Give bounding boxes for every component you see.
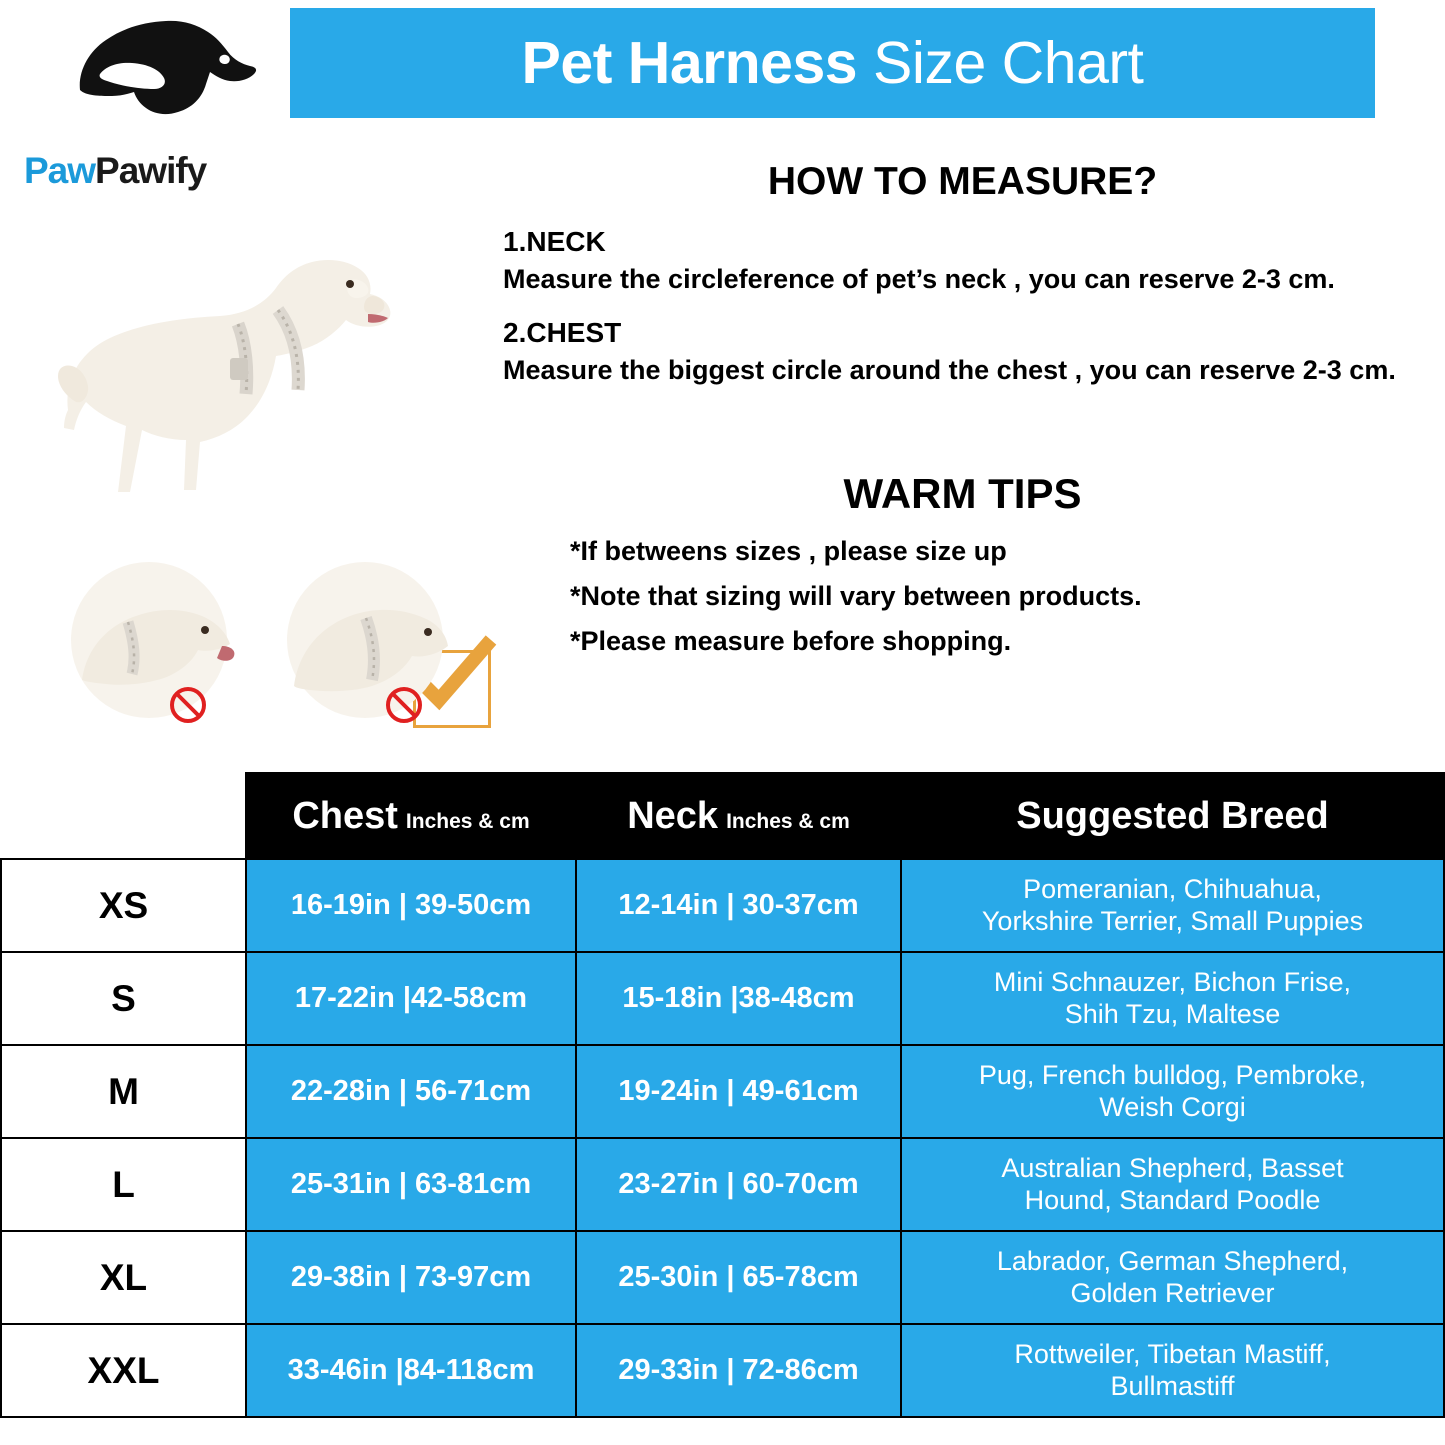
size-chart-table: [0, 772, 1445, 1418]
logo-text-dark: Pawify: [95, 150, 207, 191]
size-table-wrapper: [0, 772, 1445, 1418]
table-row: [1, 1138, 1444, 1231]
measure-item-1-body: Measure the circleference of pet’s neck , you can reserve 2-3 cm.: [503, 264, 1335, 294]
header-neck-label: Neck: [627, 794, 719, 837]
row-neck-s: 15-18in |38-48cm: [576, 952, 901, 1045]
row-breed-l: [901, 1138, 1444, 1231]
header-banner: [290, 8, 1375, 118]
header-chest-units: Inches & cm: [405, 809, 530, 833]
measure-item-2-body: Measure the biggest circle around the chest , you can reserve 2-3 cm.: [503, 355, 1396, 385]
row-breed-xs: [901, 859, 1444, 952]
row-breed-s-line1: Mini Schnauzer, Bichon Frise,: [993, 967, 1352, 998]
row-neck-xs: 12-14in | 30-37cm: [576, 859, 901, 952]
row-breed-xl-line1: Labrador, German Shepherd,: [996, 1246, 1349, 1277]
row-breed-xxl: [901, 1324, 1444, 1417]
dog-head-icon: [70, 12, 260, 127]
brand-logo: [10, 10, 285, 190]
header-neck: [576, 773, 901, 859]
table-header-row: [1, 773, 1444, 859]
measure-item-2-title: 2.CHEST: [503, 317, 622, 348]
dog-neck-closeup-photo: [62, 560, 237, 720]
row-size-m: M: [1, 1045, 246, 1138]
how-to-measure-heading: HOW TO MEASURE?: [767, 160, 1158, 203]
row-breed-xxl-line1: Rottweiler, Tibetan Mastiff,: [1014, 1339, 1331, 1370]
table-row: [1, 952, 1444, 1045]
logo-wordmark: [24, 150, 206, 192]
dog-with-harness-photo: [50, 240, 410, 530]
page-title: [522, 29, 1144, 97]
warm-tip-2: *Note that sizing will vary between products.: [570, 581, 1142, 611]
row-size-xxl: XXL: [1, 1324, 246, 1417]
warm-tip-1: *If betweens sizes , please size up: [570, 536, 1007, 566]
row-breed-l-line1: Australian Shepherd, Basset: [1001, 1153, 1344, 1184]
page-title-light: Size Chart: [873, 30, 1144, 96]
logo-text-blue: Paw: [24, 150, 96, 191]
header-size-blank: [1, 773, 246, 859]
row-breed-m-line2: Weish Corgi: [1099, 1091, 1246, 1122]
row-breed-s: [901, 952, 1444, 1045]
row-breed-xxl-line2: Bullmastiff: [1110, 1370, 1235, 1401]
header-neck-units: Inches & cm: [726, 809, 850, 833]
row-neck-xl: 25-30in | 65-78cm: [576, 1231, 901, 1324]
dog-neck-closeup-graphic: [62, 560, 237, 720]
header-chest-label: Chest: [292, 794, 398, 837]
row-size-s: S: [1, 952, 246, 1045]
table-row: [1, 859, 1444, 952]
warm-tip-3: *Please measure before shopping.: [570, 626, 1012, 656]
row-chest-xs: 16-19in | 39-50cm: [246, 859, 576, 952]
header-breed: [901, 773, 1444, 859]
row-breed-xs-line1: Pomeranian, Chihuahua,: [1023, 874, 1322, 905]
row-neck-m: 19-24in | 49-61cm: [576, 1045, 901, 1138]
illustration-area: [20, 215, 490, 735]
prohibited-icon: [384, 685, 424, 725]
prohibited-icon: [168, 685, 208, 725]
row-size-xl: XL: [1, 1231, 246, 1324]
header-breed-label: Suggested Breed: [1016, 794, 1329, 837]
row-chest-l: 25-31in | 63-81cm: [246, 1138, 576, 1231]
row-neck-xxl: 29-33in | 72-86cm: [576, 1324, 901, 1417]
row-breed-xl: [901, 1231, 1444, 1324]
page-title-bold: Pet Harness: [521, 30, 873, 96]
row-neck-l: 23-27in | 60-70cm: [576, 1138, 901, 1231]
row-chest-s: 17-22in |42-58cm: [246, 952, 576, 1045]
row-breed-xs-line2: Yorkshire Terrier, Small Puppies: [981, 905, 1364, 936]
how-to-measure-section: [495, 160, 1430, 386]
header-chest: [246, 773, 576, 859]
row-size-l: L: [1, 1138, 246, 1231]
row-breed-s-line2: Shih Tzu, Maltese: [1064, 998, 1281, 1029]
dog-back-closeup-photo: [278, 560, 453, 720]
measure-item-1-title: 1.NECK: [503, 226, 606, 257]
row-breed-m-line1: Pug, French bulldog, Pembroke,: [978, 1060, 1367, 1091]
row-chest-xxl: 33-46in |84-118cm: [246, 1324, 576, 1417]
warm-tips-section: [495, 470, 1430, 657]
dog-back-closeup-graphic: [278, 560, 453, 720]
row-breed-l-line2: Hound, Standard Poodle: [1024, 1184, 1321, 1215]
row-breed-m: [901, 1045, 1444, 1138]
warm-tips-heading: WARM TIPS: [843, 470, 1082, 517]
table-row: [1, 1045, 1444, 1138]
row-breed-xl-line2: Golden Retriever: [1070, 1277, 1275, 1308]
row-chest-xl: 29-38in | 73-97cm: [246, 1231, 576, 1324]
row-chest-m: 22-28in | 56-71cm: [246, 1045, 576, 1138]
row-size-xs: XS: [1, 859, 246, 952]
table-row: [1, 1324, 1444, 1417]
table-row: [1, 1231, 1444, 1324]
